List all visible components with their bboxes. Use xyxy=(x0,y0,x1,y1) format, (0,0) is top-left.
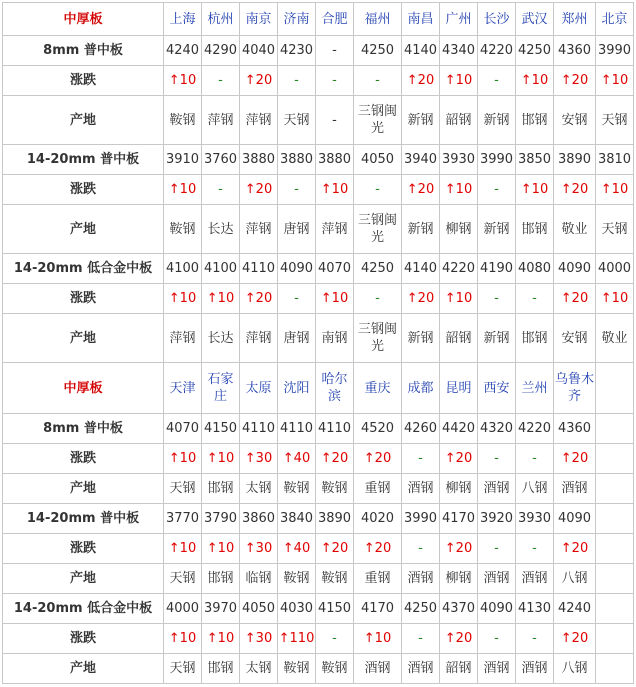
origin-cell: 太钢 xyxy=(240,474,278,504)
origin-cell: 鞍钢 xyxy=(316,564,354,594)
price-cell: 3880 xyxy=(240,145,278,175)
price-cell: 4040 xyxy=(240,36,278,66)
change-cell: - xyxy=(402,624,440,654)
origin-cell: 韶钢 xyxy=(440,654,478,684)
change-cell: - xyxy=(402,444,440,474)
origin-cell: 安钢 xyxy=(554,314,596,363)
price-cell: 4090 xyxy=(554,254,596,284)
origin-cell: 太钢 xyxy=(240,654,278,684)
price-cell: 4240 xyxy=(164,36,202,66)
city-header: 太原 xyxy=(240,363,278,414)
origin-cell: 三钢闽光 xyxy=(354,205,402,254)
price-cell: 4100 xyxy=(164,254,202,284)
section-header: 中厚板 xyxy=(3,3,164,36)
change-cell: - xyxy=(402,534,440,564)
origin-cell: 敬业 xyxy=(554,205,596,254)
price-cell: 3910 xyxy=(164,145,202,175)
change-cell: ↑20 xyxy=(554,66,596,96)
change-row xyxy=(3,175,634,205)
change-cell: ↑30 xyxy=(240,534,278,564)
origin-cell: 酒钢 xyxy=(402,654,440,684)
product-name: 14-20mm 低合金中板 xyxy=(3,254,164,284)
change-cell: ↑20 xyxy=(554,534,596,564)
origin-cell: 天钢 xyxy=(596,205,634,254)
origin-cell: - xyxy=(316,96,354,145)
change-cell: - xyxy=(354,175,402,205)
origin-cell: 新钢 xyxy=(402,205,440,254)
city-header: 成都 xyxy=(402,363,440,414)
city-header: 南昌 xyxy=(402,3,440,36)
price-cell: 4110 xyxy=(240,414,278,444)
change-cell: ↑10 xyxy=(316,284,354,314)
origin-row xyxy=(3,564,634,594)
origin-cell: 韶钢 xyxy=(440,96,478,145)
price-cell xyxy=(596,414,634,444)
change-row xyxy=(3,284,634,314)
origin-cell: 重钢 xyxy=(354,474,402,504)
origin-cell: 萍钢 xyxy=(240,205,278,254)
change-cell: - xyxy=(278,284,316,314)
origin-cell: 天钢 xyxy=(164,564,202,594)
change-row xyxy=(3,444,634,474)
origin-cell: 天钢 xyxy=(164,654,202,684)
change-row xyxy=(3,624,634,654)
price-cell: 4250 xyxy=(516,36,554,66)
price-cell: 4170 xyxy=(440,504,478,534)
change-cell: - xyxy=(478,444,516,474)
change-label: 涨跌 xyxy=(3,284,164,314)
product-name: 14-20mm 普中板 xyxy=(3,504,164,534)
price-cell: 4360 xyxy=(554,36,596,66)
price-cell: 4220 xyxy=(516,414,554,444)
price-cell: 4370 xyxy=(440,594,478,624)
city-header: 沈阳 xyxy=(278,363,316,414)
change-cell: - xyxy=(202,175,240,205)
change-cell: ↑20 xyxy=(554,175,596,205)
origin-cell: 八钢 xyxy=(554,654,596,684)
change-cell: - xyxy=(478,66,516,96)
change-cell: ↑10 xyxy=(164,175,202,205)
change-cell: - xyxy=(316,624,354,654)
price-cell: 4220 xyxy=(440,254,478,284)
change-cell: ↑30 xyxy=(240,624,278,654)
price-cell: 3810 xyxy=(596,145,634,175)
change-cell: ↑20 xyxy=(440,444,478,474)
product-name: 14-20mm 低合金中板 xyxy=(3,594,164,624)
price-cell: 4290 xyxy=(202,36,240,66)
origin-cell: 邯钢 xyxy=(202,564,240,594)
change-cell: ↑20 xyxy=(402,284,440,314)
price-cell: 4070 xyxy=(316,254,354,284)
change-cell: ↑10 xyxy=(164,624,202,654)
price-cell: 4000 xyxy=(164,594,202,624)
price-cell: 3790 xyxy=(202,504,240,534)
change-cell: ↑20 xyxy=(354,444,402,474)
product-name: 8mm 普中板 xyxy=(3,36,164,66)
price-cell: 4250 xyxy=(354,36,402,66)
change-cell: - xyxy=(354,284,402,314)
origin-cell: 萍钢 xyxy=(240,96,278,145)
change-cell: - xyxy=(516,284,554,314)
price-cell: 4150 xyxy=(202,414,240,444)
change-cell xyxy=(596,534,634,564)
change-cell: ↑10 xyxy=(596,175,634,205)
origin-cell: 韶钢 xyxy=(440,314,478,363)
origin-label: 产地 xyxy=(3,654,164,684)
city-header: 重庆 xyxy=(354,363,402,414)
origin-cell: 天钢 xyxy=(596,96,634,145)
origin-cell: 萍钢 xyxy=(240,314,278,363)
city-header: 长沙 xyxy=(478,3,516,36)
section-header: 中厚板 xyxy=(3,363,164,414)
city-header: 昆明 xyxy=(440,363,478,414)
change-cell: ↑20 xyxy=(440,624,478,654)
change-cell: ↑10 xyxy=(202,284,240,314)
city-header: 乌鲁木齐 xyxy=(554,363,596,414)
origin-row xyxy=(3,314,634,363)
origin-cell: 三钢闽光 xyxy=(354,314,402,363)
section-header-row xyxy=(3,3,634,36)
city-header: 广州 xyxy=(440,3,478,36)
origin-cell: 萍钢 xyxy=(202,96,240,145)
origin-cell: 新钢 xyxy=(478,205,516,254)
change-cell: - xyxy=(516,624,554,654)
city-header: 福州 xyxy=(354,3,402,36)
origin-cell: 八钢 xyxy=(554,564,596,594)
price-cell: 4050 xyxy=(354,145,402,175)
origin-cell: 萍钢 xyxy=(316,205,354,254)
origin-cell: 酒钢 xyxy=(554,474,596,504)
change-row xyxy=(3,534,634,564)
origin-cell: 邯钢 xyxy=(202,654,240,684)
price-cell: 3990 xyxy=(596,36,634,66)
change-cell: - xyxy=(202,66,240,96)
price-cell: 4240 xyxy=(554,594,596,624)
origin-cell: 长达 xyxy=(202,314,240,363)
origin-cell: 新钢 xyxy=(478,314,516,363)
change-cell: ↑20 xyxy=(240,175,278,205)
origin-row xyxy=(3,654,634,684)
price-cell: 4110 xyxy=(316,414,354,444)
origin-cell: 酒钢 xyxy=(354,654,402,684)
change-cell: ↑10 xyxy=(164,444,202,474)
change-cell: - xyxy=(478,284,516,314)
change-label: 涨跌 xyxy=(3,444,164,474)
price-cell: 3770 xyxy=(164,504,202,534)
origin-cell: 萍钢 xyxy=(164,314,202,363)
city-header: 天津 xyxy=(164,363,202,414)
change-cell: ↑20 xyxy=(240,284,278,314)
price-cell: 4100 xyxy=(202,254,240,284)
price-cell: 3880 xyxy=(278,145,316,175)
price-cell: 4140 xyxy=(402,36,440,66)
origin-cell: 鞍钢 xyxy=(316,654,354,684)
change-cell: ↑20 xyxy=(554,624,596,654)
change-cell: ↑40 xyxy=(278,534,316,564)
change-cell: ↑110 xyxy=(278,624,316,654)
origin-cell: 邯钢 xyxy=(516,314,554,363)
city-header: 上海 xyxy=(164,3,202,36)
price-cell: 4360 xyxy=(554,414,596,444)
price-cell: 3860 xyxy=(240,504,278,534)
change-cell: ↑10 xyxy=(202,534,240,564)
change-cell: ↑20 xyxy=(402,66,440,96)
change-cell: ↑10 xyxy=(202,444,240,474)
origin-cell: 安钢 xyxy=(554,96,596,145)
change-cell: ↑10 xyxy=(354,624,402,654)
city-header xyxy=(596,363,634,414)
origin-cell: 酒钢 xyxy=(402,564,440,594)
change-cell xyxy=(596,624,634,654)
price-cell: 3990 xyxy=(478,145,516,175)
origin-cell: 长达 xyxy=(202,205,240,254)
table-body xyxy=(3,3,634,684)
price-cell: 3890 xyxy=(554,145,596,175)
city-header: 武汉 xyxy=(516,3,554,36)
price-cell: 4260 xyxy=(402,414,440,444)
price-cell: 4080 xyxy=(516,254,554,284)
change-cell: ↑10 xyxy=(596,284,634,314)
origin-row xyxy=(3,96,634,145)
origin-cell: 鞍钢 xyxy=(278,564,316,594)
price-row xyxy=(3,254,634,284)
origin-label: 产地 xyxy=(3,564,164,594)
origin-cell: 柳钢 xyxy=(440,564,478,594)
change-cell: ↑10 xyxy=(516,175,554,205)
price-cell: - xyxy=(316,36,354,66)
city-header: 石家庄 xyxy=(202,363,240,414)
price-cell: 4050 xyxy=(240,594,278,624)
city-header: 南京 xyxy=(240,3,278,36)
origin-label: 产地 xyxy=(3,205,164,254)
change-cell: ↑20 xyxy=(240,66,278,96)
price-cell: 4190 xyxy=(478,254,516,284)
origin-label: 产地 xyxy=(3,96,164,145)
origin-cell: 唐钢 xyxy=(278,205,316,254)
price-cell xyxy=(596,504,634,534)
price-cell: 4320 xyxy=(478,414,516,444)
price-cell: 4520 xyxy=(354,414,402,444)
origin-cell: 邯钢 xyxy=(202,474,240,504)
origin-cell: 临钢 xyxy=(240,564,278,594)
change-cell: - xyxy=(354,66,402,96)
change-cell: - xyxy=(478,175,516,205)
city-header: 哈尔滨 xyxy=(316,363,354,414)
origin-cell: 酒钢 xyxy=(402,474,440,504)
price-cell: 4140 xyxy=(402,254,440,284)
change-cell: ↑10 xyxy=(440,66,478,96)
price-cell: 4110 xyxy=(278,414,316,444)
price-cell: 3840 xyxy=(278,504,316,534)
origin-cell: 唐钢 xyxy=(278,314,316,363)
origin-cell: 鞍钢 xyxy=(278,474,316,504)
city-header: 合肥 xyxy=(316,3,354,36)
price-cell: 3940 xyxy=(402,145,440,175)
change-cell: - xyxy=(278,66,316,96)
change-cell: ↑10 xyxy=(516,66,554,96)
price-cell: 4340 xyxy=(440,36,478,66)
price-cell: 4220 xyxy=(478,36,516,66)
change-cell: ↑10 xyxy=(164,284,202,314)
change-cell: ↑20 xyxy=(440,534,478,564)
price-cell: 3970 xyxy=(202,594,240,624)
change-cell: ↑10 xyxy=(440,175,478,205)
change-cell: ↑40 xyxy=(278,444,316,474)
price-cell: 3880 xyxy=(316,145,354,175)
price-cell: 4090 xyxy=(278,254,316,284)
change-cell: ↑20 xyxy=(316,444,354,474)
city-header: 济南 xyxy=(278,3,316,36)
city-header: 北京 xyxy=(596,3,634,36)
origin-cell: 酒钢 xyxy=(478,654,516,684)
price-row xyxy=(3,414,634,444)
change-cell xyxy=(596,444,634,474)
origin-cell: 南钢 xyxy=(316,314,354,363)
origin-label: 产地 xyxy=(3,474,164,504)
price-cell: 4110 xyxy=(240,254,278,284)
price-cell: 4030 xyxy=(278,594,316,624)
change-label: 涨跌 xyxy=(3,66,164,96)
origin-cell: 新钢 xyxy=(402,96,440,145)
origin-cell xyxy=(596,564,634,594)
origin-label: 产地 xyxy=(3,314,164,363)
origin-cell: 酒钢 xyxy=(478,564,516,594)
price-cell: 3890 xyxy=(316,504,354,534)
city-header: 郑州 xyxy=(554,3,596,36)
origin-cell xyxy=(596,474,634,504)
price-cell: 3990 xyxy=(402,504,440,534)
price-cell: 3920 xyxy=(478,504,516,534)
price-row xyxy=(3,145,634,175)
price-cell: 4000 xyxy=(596,254,634,284)
origin-cell: 敬业 xyxy=(596,314,634,363)
change-cell: - xyxy=(516,534,554,564)
steel-price-table xyxy=(2,2,634,684)
origin-cell: 天钢 xyxy=(164,474,202,504)
change-cell: ↑20 xyxy=(316,534,354,564)
price-cell: 3760 xyxy=(202,145,240,175)
change-cell: - xyxy=(278,175,316,205)
origin-row xyxy=(3,205,634,254)
change-cell: ↑20 xyxy=(554,444,596,474)
price-cell: 4130 xyxy=(516,594,554,624)
city-header: 杭州 xyxy=(202,3,240,36)
change-cell: ↑10 xyxy=(202,624,240,654)
price-cell: 4090 xyxy=(478,594,516,624)
price-cell: 4230 xyxy=(278,36,316,66)
price-row xyxy=(3,504,634,534)
origin-cell: 柳钢 xyxy=(440,205,478,254)
city-header: 兰州 xyxy=(516,363,554,414)
origin-cell: 鞍钢 xyxy=(316,474,354,504)
price-cell: 4250 xyxy=(402,594,440,624)
origin-cell: 酒钢 xyxy=(516,564,554,594)
price-cell: 4150 xyxy=(316,594,354,624)
price-cell: 4070 xyxy=(164,414,202,444)
origin-cell: 新钢 xyxy=(478,96,516,145)
price-cell: 4250 xyxy=(354,254,402,284)
origin-cell: 新钢 xyxy=(402,314,440,363)
change-cell: ↑20 xyxy=(554,284,596,314)
change-cell: ↑10 xyxy=(164,534,202,564)
change-label: 涨跌 xyxy=(3,624,164,654)
change-cell: ↑10 xyxy=(440,284,478,314)
section-header-row xyxy=(3,363,634,414)
change-cell: ↑10 xyxy=(164,66,202,96)
origin-cell: 柳钢 xyxy=(440,474,478,504)
change-cell: - xyxy=(478,624,516,654)
change-label: 涨跌 xyxy=(3,534,164,564)
origin-cell: 邯钢 xyxy=(516,96,554,145)
origin-cell: 八钢 xyxy=(516,474,554,504)
origin-cell: 三钢闽光 xyxy=(354,96,402,145)
price-cell: 4420 xyxy=(440,414,478,444)
origin-cell: 重钢 xyxy=(354,564,402,594)
origin-row xyxy=(3,474,634,504)
change-cell: - xyxy=(316,66,354,96)
origin-cell: 邯钢 xyxy=(516,205,554,254)
change-cell: ↑30 xyxy=(240,444,278,474)
change-cell: ↑10 xyxy=(316,175,354,205)
change-cell: - xyxy=(516,444,554,474)
origin-cell: 鞍钢 xyxy=(164,205,202,254)
price-cell xyxy=(596,594,634,624)
price-cell: 4170 xyxy=(354,594,402,624)
price-cell: 3850 xyxy=(516,145,554,175)
origin-cell: 酒钢 xyxy=(516,654,554,684)
price-cell: 3930 xyxy=(516,504,554,534)
change-cell: ↑10 xyxy=(596,66,634,96)
change-cell: - xyxy=(478,534,516,564)
product-name: 14-20mm 普中板 xyxy=(3,145,164,175)
price-row xyxy=(3,594,634,624)
change-cell: ↑20 xyxy=(354,534,402,564)
origin-cell: 酒钢 xyxy=(478,474,516,504)
price-cell: 3930 xyxy=(440,145,478,175)
price-cell: 4090 xyxy=(554,504,596,534)
origin-cell: 鞍钢 xyxy=(278,654,316,684)
product-name: 8mm 普中板 xyxy=(3,414,164,444)
origin-cell xyxy=(596,654,634,684)
price-cell: 4020 xyxy=(354,504,402,534)
change-cell: ↑20 xyxy=(402,175,440,205)
change-label: 涨跌 xyxy=(3,175,164,205)
change-row xyxy=(3,66,634,96)
origin-cell: 天钢 xyxy=(278,96,316,145)
origin-cell: 鞍钢 xyxy=(164,96,202,145)
city-header: 西安 xyxy=(478,363,516,414)
price-row xyxy=(3,36,634,66)
